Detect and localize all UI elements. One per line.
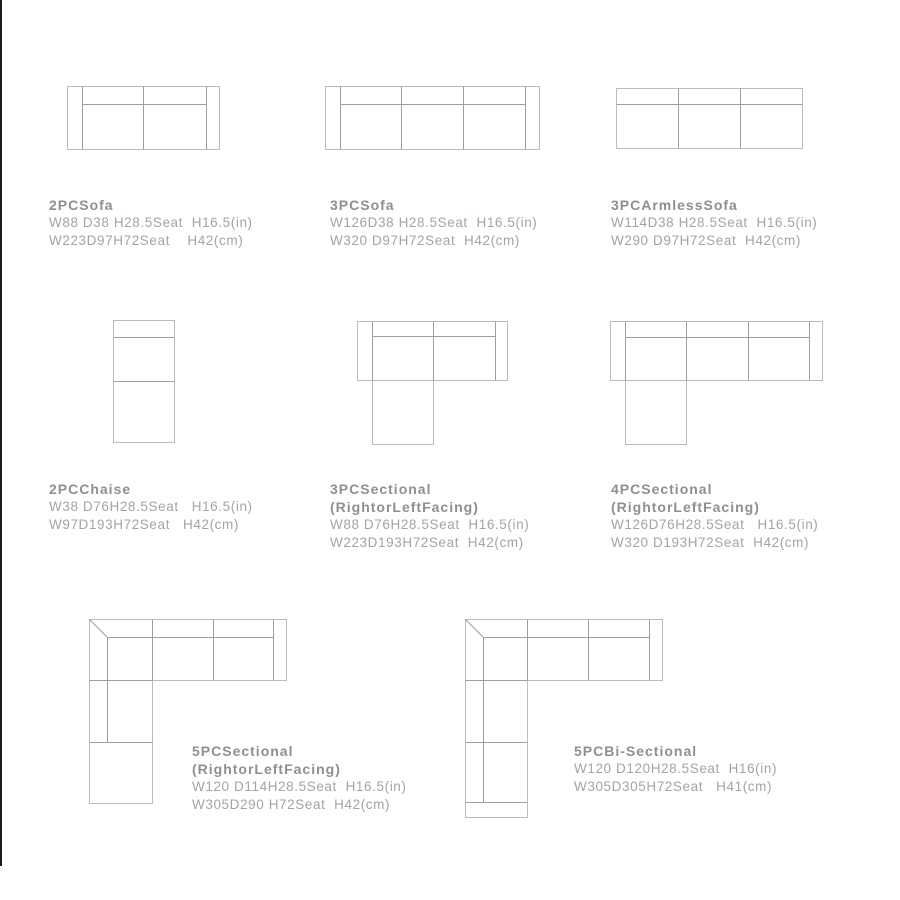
caption-3pc-armless-sofa (611, 196, 817, 250)
product-title: 2PCSofa (49, 197, 114, 213)
caption-2pc-chaise (49, 480, 253, 534)
sectional-4pc-diagram (610, 321, 824, 446)
product-dims-in: W126D76H28.5Seat H16.5(in) (611, 517, 819, 532)
product-title: 4PCSectional (611, 481, 713, 497)
product-title: 5PCBi-Sectional (574, 743, 698, 759)
product-dims-cm: W290 D97H72Seat H42(cm) (611, 233, 801, 248)
product-title: 2PCChaise (49, 481, 132, 497)
product-dims-in: W120 D120H28.5Seat H16(in) (574, 761, 778, 776)
product-title: 5PCSectional (192, 743, 294, 759)
product-dims-in: W38 D76H28.5Seat H16.5(in) (49, 499, 253, 514)
product-dims-cm: W305D305H72Seat H41(cm) (574, 779, 773, 794)
caption-3pc-sofa (330, 196, 537, 250)
sofa-3pc-diagram (325, 86, 541, 151)
product-subtitle: (RightorLeftFacing) (330, 499, 479, 515)
product-dims-cm: W320 D97H72Seat H42(cm) (330, 233, 520, 248)
sofa-3pc-armless-diagram (616, 88, 804, 150)
product-dims-in: W88 D76H28.5Seat H16.5(in) (330, 517, 530, 532)
left-edge-artifact (0, 0, 2, 866)
caption-4pc-sectional (611, 480, 818, 552)
chaise-2pc-diagram (113, 320, 176, 444)
product-dims-cm: W97D193H72Seat H42(cm) (49, 517, 239, 532)
sectional-3pc-diagram (357, 321, 509, 446)
product-dims-cm: W305D290 H72Seat H42(cm) (192, 797, 391, 812)
product-title: 3PCSectional (330, 481, 432, 497)
product-dims-in: W126D38 H28.5Seat H16.5(in) (330, 215, 538, 230)
product-dims-in: W120 D114H28.5Seat H16.5(in) (192, 779, 407, 794)
product-title: 3PCArmlessSofa (611, 197, 738, 213)
product-title: 3PCSofa (330, 197, 395, 213)
caption-2pc-sofa (49, 196, 253, 250)
product-subtitle: (RightorLeftFacing) (611, 499, 760, 515)
product-dims-cm: W223D193H72Seat H42(cm) (330, 535, 524, 550)
product-dims-in: W114D38 H28.5Seat H16.5(in) (611, 215, 818, 230)
product-dims-cm: W320 D193H72Seat H42(cm) (611, 535, 810, 550)
caption-3pc-sectional (330, 480, 529, 552)
caption-5pc-sectional (192, 742, 407, 814)
product-subtitle: (RightorLeftFacing) (192, 761, 341, 777)
product-dims-in: W88 D38 H28.5Seat H16.5(in) (49, 215, 253, 230)
sofa-2pc-diagram (67, 86, 221, 151)
product-dims-cm: W223D97H72Seat H42(cm) (49, 233, 244, 248)
caption-5pc-bi-sectional (574, 742, 777, 796)
